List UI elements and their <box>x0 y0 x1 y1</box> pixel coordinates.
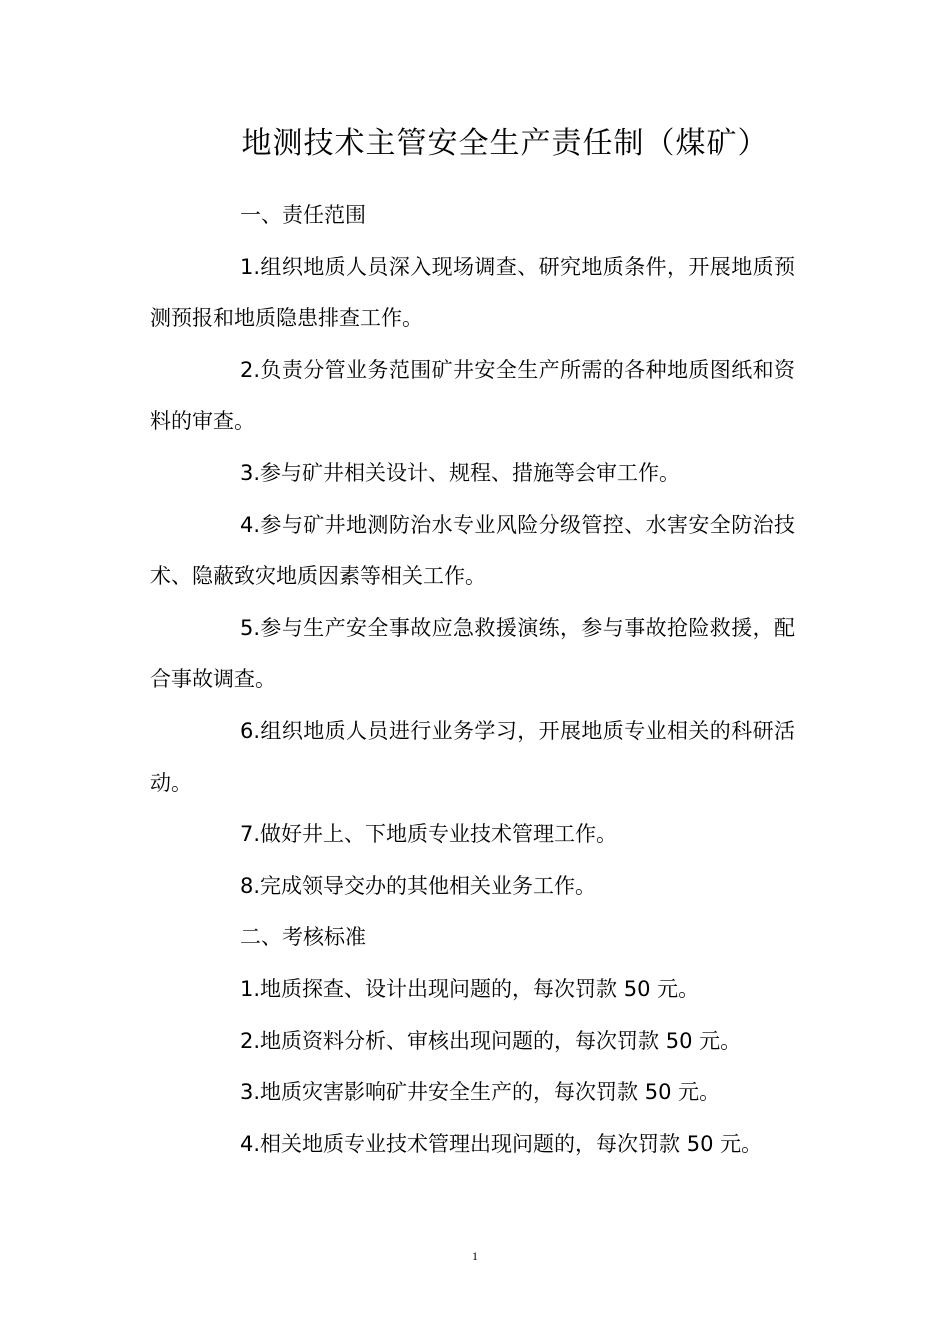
standard-item-4: 4.相关地质专业技术管理出现问题的，每次罚款 50 元。 <box>240 1131 763 1156</box>
responsibility-item-1: 1.组织地质人员深入现场调查、研究地质条件，开展地质预测预报和地质隐患排查工作。 <box>150 254 795 331</box>
responsibility-item-8: 8.完成领导交办的其他相关业务工作。 <box>240 873 597 898</box>
document-title: 地测技术主管安全生产责任制（煤矿） <box>241 126 769 161</box>
responsibility-item-6: 6.组织地质人员进行业务学习，开展地质专业相关的科研活动。 <box>150 718 795 795</box>
responsibility-item-3: 3.参与矿井相关设计、规程、措施等会审工作。 <box>240 460 681 485</box>
page-number: 1 <box>472 1249 478 1263</box>
responsibility-item-4: 4.参与矿井地测防治水专业风险分级管控、水害安全防治技术、隐蔽致灾地质因素等相关工作。 <box>150 512 795 589</box>
document-body <box>150 190 795 1170</box>
responsibility-item-7: 7.做好井上、下地质专业技术管理工作。 <box>240 822 618 847</box>
section-heading-assessment-standards: 二、考核标准 <box>240 925 366 950</box>
responsibility-item-2: 2.负责分管业务范围矿井安全生产所需的各种地质图纸和资料的审查。 <box>150 357 795 434</box>
responsibility-item-5: 5.参与生产安全事故应急救援演练，参与事故抢险救援，配合事故调查。 <box>150 615 795 692</box>
standard-item-2: 2.地质资料分析、审核出现问题的，每次罚款 50 元。 <box>240 1028 742 1053</box>
standard-item-1: 1.地质探查、设计出现问题的，每次罚款 50 元。 <box>240 976 700 1001</box>
standard-item-3: 3.地质灾害影响矿井安全生产的，每次罚款 50 元。 <box>240 1080 721 1105</box>
section-heading-responsibility-scope: 一、责任范围 <box>240 203 366 227</box>
